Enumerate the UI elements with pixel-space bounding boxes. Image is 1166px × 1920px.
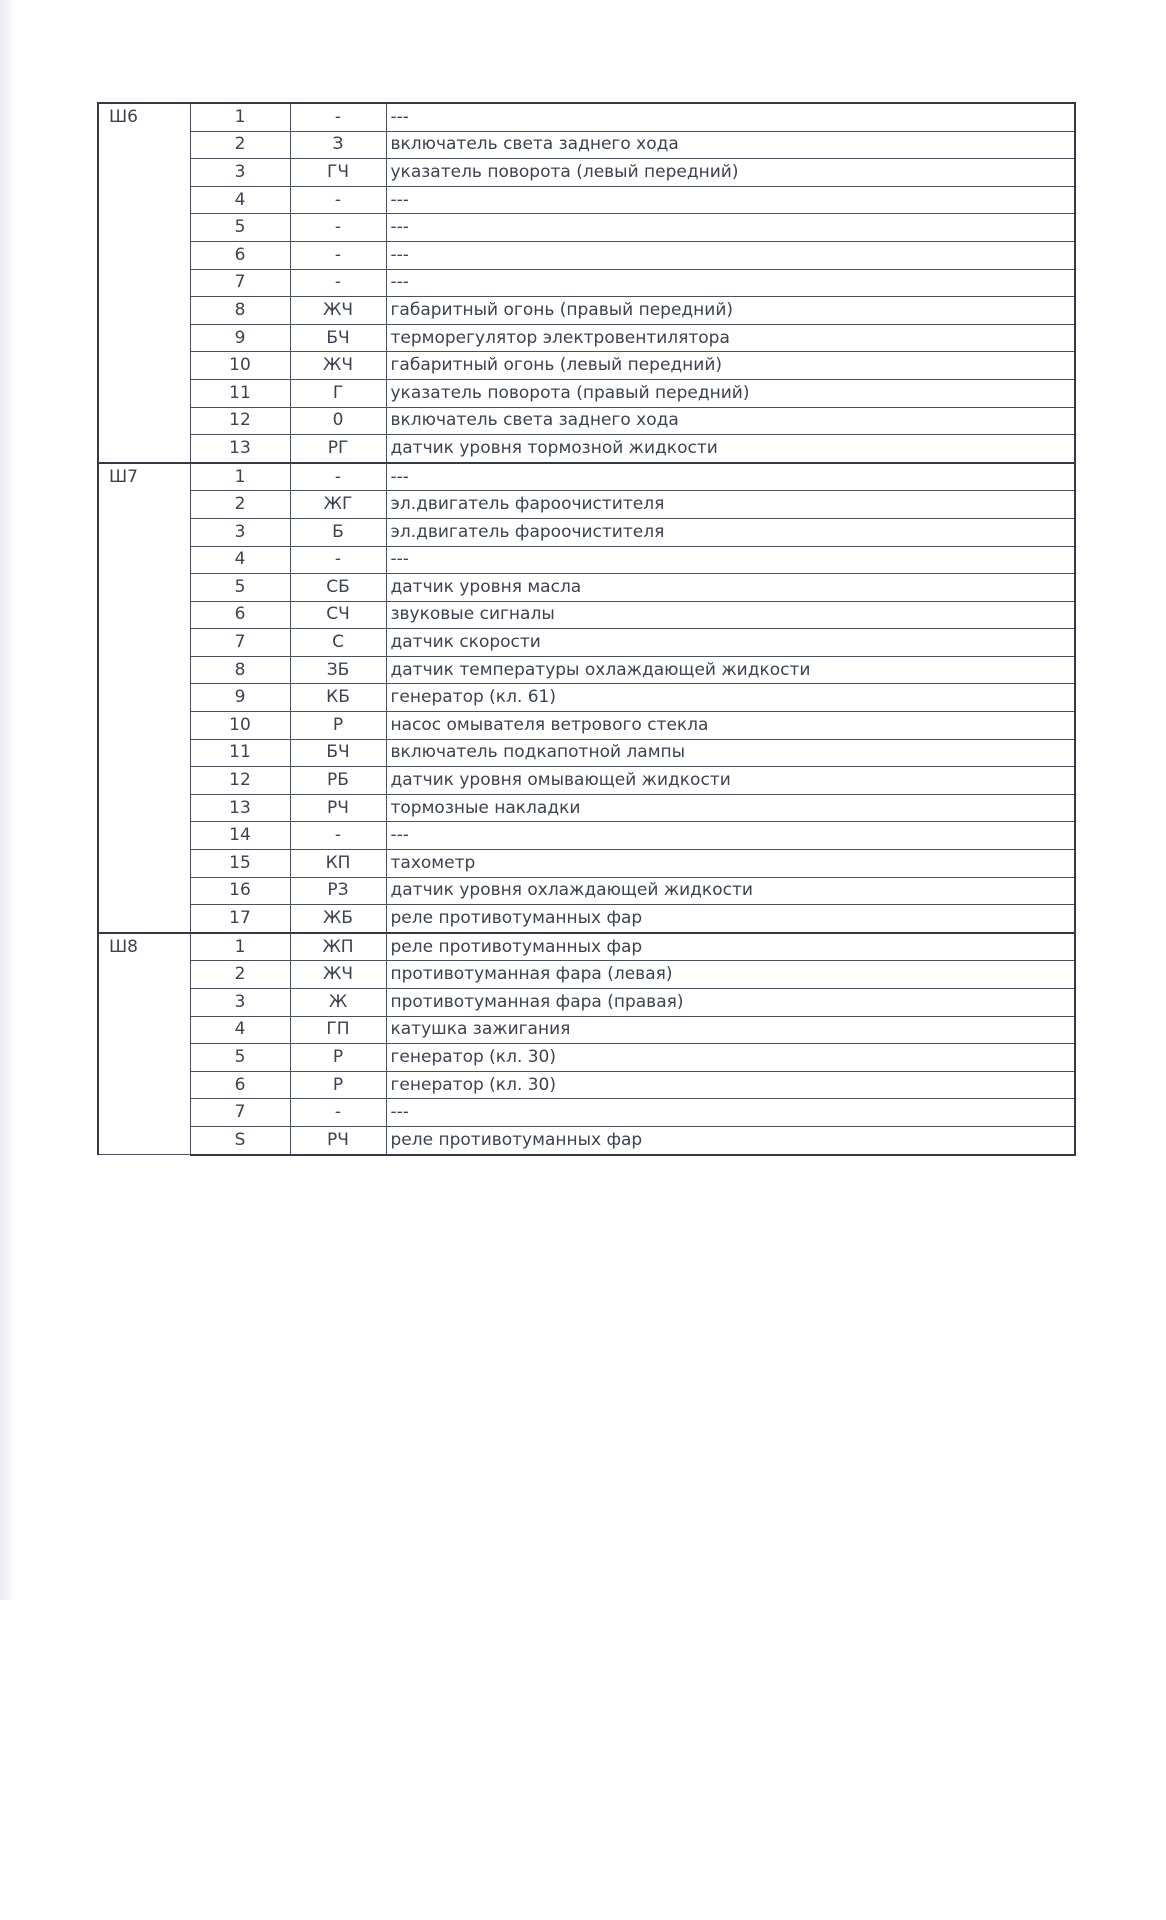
wire-color-code: ЖЧ	[290, 297, 386, 325]
circuit-description: датчик уровня тормозной жидкости	[386, 435, 1075, 463]
circuit-description: включатель подкапотной лампы	[386, 739, 1075, 767]
table-row	[98, 491, 1075, 519]
circuit-description: указатель поворота (левый передний)	[386, 159, 1075, 187]
wire-color-code: ЖБ	[290, 905, 386, 933]
circuit-description: габаритный огонь (правый передний)	[386, 297, 1075, 325]
table-row	[98, 131, 1075, 159]
circuit-description: включатель света заднего хода	[386, 407, 1075, 435]
wire-color-code: С	[290, 629, 386, 657]
wire-color-code: Р	[290, 1044, 386, 1072]
connector-label: Ш7	[98, 463, 190, 933]
pin-number: 7	[190, 269, 290, 297]
wiring-table-container	[97, 102, 1074, 1156]
table-row	[98, 877, 1075, 905]
table-row	[98, 961, 1075, 989]
circuit-description: реле противотуманных фар	[386, 933, 1075, 961]
table-row	[98, 1044, 1075, 1072]
circuit-description: генератор (кл. 61)	[386, 684, 1075, 712]
wire-color-code: КБ	[290, 684, 386, 712]
table-row	[98, 297, 1075, 325]
circuit-description: датчик уровня охлаждающей жидкости	[386, 877, 1075, 905]
pin-number: 1	[190, 103, 290, 131]
table-row	[98, 739, 1075, 767]
pin-number: 5	[190, 1044, 290, 1072]
wire-color-code: Р	[290, 1071, 386, 1099]
circuit-description: ---	[386, 822, 1075, 850]
table-row	[98, 324, 1075, 352]
pin-number: 6	[190, 1071, 290, 1099]
pin-number: 10	[190, 352, 290, 380]
wire-color-code: СБ	[290, 574, 386, 602]
table-row	[98, 214, 1075, 242]
pin-number: 2	[190, 131, 290, 159]
table-row	[98, 518, 1075, 546]
circuit-description: указатель поворота (правый передний)	[386, 379, 1075, 407]
table-row	[98, 352, 1075, 380]
connector-label: Ш8	[98, 933, 190, 1155]
wire-color-code: БЧ	[290, 324, 386, 352]
wire-color-code: КП	[290, 850, 386, 878]
table-row	[98, 407, 1075, 435]
wire-color-code: 0	[290, 407, 386, 435]
circuit-description: ---	[386, 186, 1075, 214]
wire-color-code: -	[290, 1099, 386, 1127]
pin-number: 4	[190, 1016, 290, 1044]
table-row	[98, 546, 1075, 574]
wire-color-code: СЧ	[290, 601, 386, 629]
pin-number: 10	[190, 712, 290, 740]
pin-number: 1	[190, 463, 290, 491]
pin-number: 16	[190, 877, 290, 905]
wire-color-code: -	[290, 186, 386, 214]
pin-number: 2	[190, 961, 290, 989]
pin-number: 17	[190, 905, 290, 933]
circuit-description: противотуманная фара (правая)	[386, 989, 1075, 1017]
circuit-description: ---	[386, 269, 1075, 297]
wiring-table-body	[98, 103, 1075, 1155]
circuit-description: насос омывателя ветрового стекла	[386, 712, 1075, 740]
wire-color-code: ЗБ	[290, 656, 386, 684]
circuit-description: реле противотуманных фар	[386, 905, 1075, 933]
table-row	[98, 822, 1075, 850]
pin-number: 4	[190, 546, 290, 574]
pin-number: 3	[190, 159, 290, 187]
wire-color-code: ГП	[290, 1016, 386, 1044]
pin-number: 5	[190, 574, 290, 602]
pin-number: 12	[190, 767, 290, 795]
pin-number: 8	[190, 297, 290, 325]
table-row	[98, 1126, 1075, 1154]
circuit-description: терморегулятор электровентилятора	[386, 324, 1075, 352]
pin-number: 8	[190, 656, 290, 684]
wire-color-code: -	[290, 103, 386, 131]
circuit-description: ---	[386, 214, 1075, 242]
table-row	[98, 574, 1075, 602]
pin-number: 5	[190, 214, 290, 242]
wire-color-code: РБ	[290, 767, 386, 795]
wire-color-code: -	[290, 822, 386, 850]
wire-color-code: ЖГ	[290, 491, 386, 519]
circuit-description: реле противотуманных фар	[386, 1126, 1075, 1154]
wire-color-code: Г	[290, 379, 386, 407]
circuit-description: датчик скорости	[386, 629, 1075, 657]
table-row	[98, 159, 1075, 187]
table-row	[98, 435, 1075, 463]
pin-number: 11	[190, 379, 290, 407]
pin-number: 11	[190, 739, 290, 767]
circuit-description: ---	[386, 103, 1075, 131]
wire-color-code: -	[290, 269, 386, 297]
wire-color-code: ЖЧ	[290, 961, 386, 989]
circuit-description: датчик температуры охлаждающей жидкости	[386, 656, 1075, 684]
circuit-description: ---	[386, 463, 1075, 491]
wire-color-code: -	[290, 463, 386, 491]
wire-color-code: РЧ	[290, 794, 386, 822]
wiring-table	[97, 102, 1076, 1156]
wire-color-code: ЖЧ	[290, 352, 386, 380]
table-row	[98, 241, 1075, 269]
table-row	[98, 463, 1075, 491]
pin-number: 9	[190, 684, 290, 712]
circuit-description: противотуманная фара (левая)	[386, 961, 1075, 989]
wire-color-code: РЗ	[290, 877, 386, 905]
pin-number: 1	[190, 933, 290, 961]
circuit-description: тормозные накладки	[386, 794, 1075, 822]
pin-number: 12	[190, 407, 290, 435]
pin-number: 3	[190, 518, 290, 546]
pin-number: 2	[190, 491, 290, 519]
connector-label: Ш6	[98, 103, 190, 463]
wire-color-code: -	[290, 241, 386, 269]
table-row	[98, 905, 1075, 933]
circuit-description: тахометр	[386, 850, 1075, 878]
circuit-description: генератор (кл. 30)	[386, 1071, 1075, 1099]
table-row	[98, 656, 1075, 684]
pin-number: 7	[190, 1099, 290, 1127]
wire-color-code: Р	[290, 712, 386, 740]
circuit-description: ---	[386, 241, 1075, 269]
circuit-description: датчик уровня масла	[386, 574, 1075, 602]
wire-color-code: Ж	[290, 989, 386, 1017]
pin-number: 7	[190, 629, 290, 657]
circuit-description: звуковые сигналы	[386, 601, 1075, 629]
pin-number: S	[190, 1126, 290, 1154]
circuit-description: габаритный огонь (левый передний)	[386, 352, 1075, 380]
wire-color-code: РГ	[290, 435, 386, 463]
table-row	[98, 684, 1075, 712]
table-row	[98, 850, 1075, 878]
pin-number: 9	[190, 324, 290, 352]
circuit-description: ---	[386, 1099, 1075, 1127]
wire-color-code: БЧ	[290, 739, 386, 767]
circuit-description: эл.двигатель фароочистителя	[386, 518, 1075, 546]
pin-number: 6	[190, 241, 290, 269]
circuit-description: катушка зажигания	[386, 1016, 1075, 1044]
wire-color-code: -	[290, 214, 386, 242]
scan-edge-shadow	[0, 0, 14, 1600]
table-row	[98, 933, 1075, 961]
wire-color-code: Б	[290, 518, 386, 546]
pin-number: 15	[190, 850, 290, 878]
table-row	[98, 269, 1075, 297]
table-row	[98, 794, 1075, 822]
wire-color-code: ГЧ	[290, 159, 386, 187]
table-row	[98, 186, 1075, 214]
circuit-description: генератор (кл. 30)	[386, 1044, 1075, 1072]
table-row	[98, 379, 1075, 407]
circuit-description: включатель света заднего хода	[386, 131, 1075, 159]
table-row	[98, 712, 1075, 740]
pin-number: 14	[190, 822, 290, 850]
table-row	[98, 1071, 1075, 1099]
table-row	[98, 103, 1075, 131]
circuit-description: датчик уровня омывающей жидкости	[386, 767, 1075, 795]
table-row	[98, 629, 1075, 657]
circuit-description: эл.двигатель фароочистителя	[386, 491, 1075, 519]
pin-number: 13	[190, 794, 290, 822]
pin-number: 3	[190, 989, 290, 1017]
wire-color-code: ЖП	[290, 933, 386, 961]
circuit-description: ---	[386, 546, 1075, 574]
pin-number: 4	[190, 186, 290, 214]
table-row	[98, 1016, 1075, 1044]
wire-color-code: -	[290, 546, 386, 574]
table-row	[98, 1099, 1075, 1127]
wire-color-code: РЧ	[290, 1126, 386, 1154]
pin-number: 6	[190, 601, 290, 629]
pin-number: 13	[190, 435, 290, 463]
table-row	[98, 601, 1075, 629]
table-row	[98, 767, 1075, 795]
table-row	[98, 989, 1075, 1017]
wire-color-code: З	[290, 131, 386, 159]
